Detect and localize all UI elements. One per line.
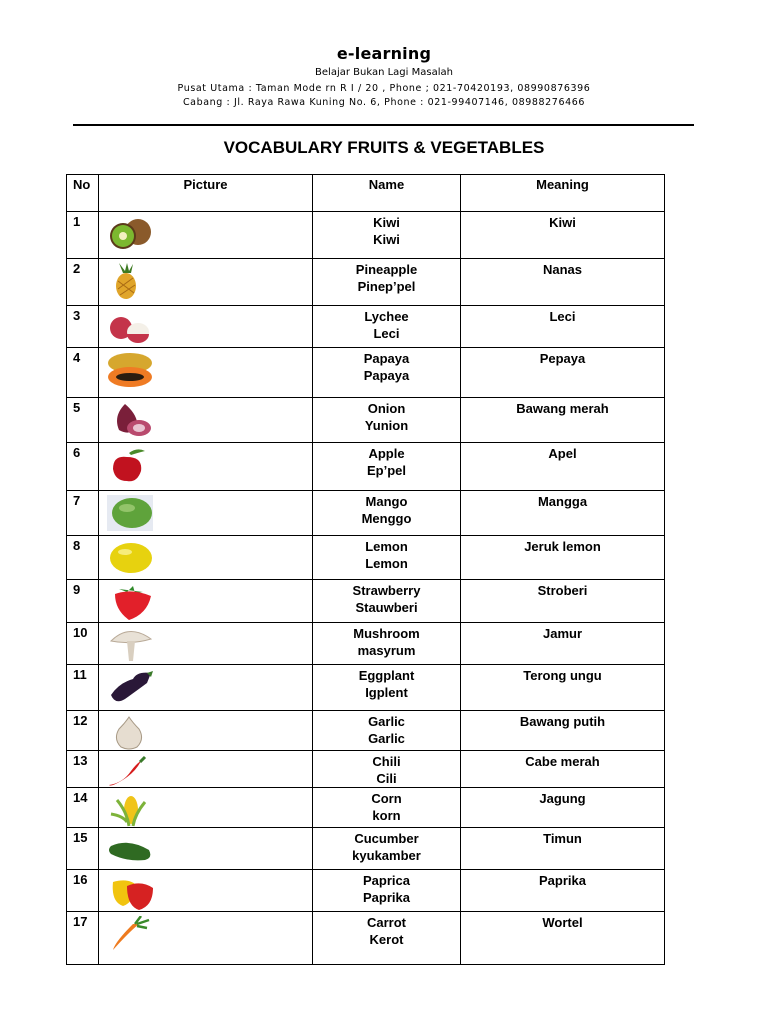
header-picture: Picture — [99, 175, 313, 212]
kiwi-icon — [107, 216, 153, 252]
row-name — [313, 580, 461, 623]
row-number: 14 — [67, 788, 99, 828]
cucumber-icon — [107, 832, 153, 868]
row-number: 15 — [67, 828, 99, 870]
row-name — [313, 751, 461, 788]
row-meaning: Leci — [461, 306, 665, 348]
table-row — [67, 259, 665, 306]
row-picture — [99, 711, 313, 751]
table-row — [67, 751, 665, 788]
row-name — [313, 259, 461, 306]
row-meaning: Jamur — [461, 623, 665, 665]
row-name — [313, 443, 461, 491]
row-meaning: Paprika — [461, 870, 665, 912]
row-name — [313, 711, 461, 751]
row-name — [313, 665, 461, 711]
carrot-icon — [107, 916, 153, 952]
table-row — [67, 443, 665, 491]
row-number: 17 — [67, 912, 99, 965]
table-row — [67, 212, 665, 259]
word-pronunciation: masyrum — [357, 643, 416, 658]
row-picture — [99, 751, 313, 788]
row-number: 16 — [67, 870, 99, 912]
word-pronunciation: kyukamber — [352, 848, 421, 863]
eggplant-icon — [107, 669, 153, 705]
word-english: Apple — [368, 446, 405, 461]
row-name — [313, 912, 461, 965]
row-picture — [99, 348, 313, 398]
corn-icon — [107, 792, 153, 828]
garlic-icon — [107, 715, 153, 751]
row-picture — [99, 828, 313, 870]
row-meaning: Jagung — [461, 788, 665, 828]
onion-icon — [107, 402, 153, 438]
word-english: Kiwi — [373, 215, 400, 230]
word-pronunciation: Leci — [373, 326, 400, 341]
row-picture — [99, 788, 313, 828]
row-picture — [99, 259, 313, 306]
mango-icon — [107, 495, 153, 531]
row-picture — [99, 306, 313, 348]
word-english: Corn — [371, 791, 402, 806]
word-english: Garlic — [368, 714, 405, 729]
lemon-icon — [107, 540, 153, 576]
word-english: Mushroom — [353, 626, 420, 641]
lychee-icon — [107, 310, 153, 346]
word-english: Lemon — [365, 539, 408, 554]
row-number: 6 — [67, 443, 99, 491]
row-number: 11 — [67, 665, 99, 711]
page-title: VOCABULARY FRUITS & VEGETABLES — [223, 138, 545, 157]
table-row — [67, 623, 665, 665]
word-pronunciation: Yunion — [364, 418, 409, 433]
row-meaning: Wortel — [461, 912, 665, 965]
table-row — [67, 491, 665, 536]
row-number: 2 — [67, 259, 99, 306]
papaya-icon — [107, 352, 153, 388]
pineapple-icon — [107, 263, 153, 299]
row-picture — [99, 398, 313, 443]
row-number: 5 — [67, 398, 99, 443]
word-pronunciation: Pinep’pel — [357, 279, 416, 294]
word-pronunciation: Ep’pel — [366, 463, 406, 478]
row-number: 4 — [67, 348, 99, 398]
chili-icon — [107, 755, 153, 791]
row-meaning: Terong ungu — [461, 665, 665, 711]
row-number: 13 — [67, 751, 99, 788]
table-row — [67, 398, 665, 443]
row-name — [313, 212, 461, 259]
word-english: Carrot — [366, 915, 406, 930]
word-english: Lychee — [364, 309, 409, 324]
row-name — [313, 398, 461, 443]
row-number: 12 — [67, 711, 99, 751]
row-meaning: Kiwi — [461, 212, 665, 259]
row-picture — [99, 491, 313, 536]
row-number: 1 — [67, 212, 99, 259]
word-english: Pineapple — [355, 262, 418, 277]
row-name — [313, 491, 461, 536]
word-pronunciation: Kiwi — [373, 232, 400, 247]
strawberry-icon — [107, 584, 153, 620]
row-number: 8 — [67, 536, 99, 580]
word-pronunciation: Papaya — [363, 368, 410, 383]
word-pronunciation: Cili — [376, 771, 397, 786]
row-meaning: Bawang merah — [461, 398, 665, 443]
row-meaning: Apel — [461, 443, 665, 491]
row-meaning: Mangga — [461, 491, 665, 536]
word-english: Strawberry — [352, 583, 421, 598]
tagline: Belajar Bukan Lagi Masalah — [315, 67, 453, 78]
row-number: 10 — [67, 623, 99, 665]
apple-icon — [107, 447, 153, 483]
row-picture — [99, 536, 313, 580]
row-meaning: Jeruk lemon — [461, 536, 665, 580]
word-english: Cucumber — [354, 831, 419, 846]
row-name — [313, 870, 461, 912]
header-name: Name — [313, 175, 461, 212]
table-row — [67, 711, 665, 751]
row-name — [313, 788, 461, 828]
row-meaning: Timun — [461, 828, 665, 870]
word-english: Mango — [365, 494, 408, 509]
row-meaning: Pepaya — [461, 348, 665, 398]
table-row — [67, 870, 665, 912]
paprika-icon — [107, 874, 153, 910]
row-picture — [99, 212, 313, 259]
table-row — [67, 348, 665, 398]
row-picture — [99, 443, 313, 491]
word-english: Chili — [372, 754, 401, 769]
row-number: 9 — [67, 580, 99, 623]
address-main: Pusat Utama : Taman Mode rn R I / 20 , Phone ; 021-70420193, 08990876396 — [177, 83, 591, 94]
row-name — [313, 306, 461, 348]
row-name — [313, 623, 461, 665]
word-pronunciation: Igplent — [365, 685, 408, 700]
header-meaning: Meaning — [461, 175, 665, 212]
word-english: Paprica — [363, 873, 410, 888]
row-meaning: Stroberi — [461, 580, 665, 623]
table-header-row — [67, 175, 665, 212]
header-divider — [73, 124, 694, 126]
row-name — [313, 828, 461, 870]
row-meaning: Bawang putih — [461, 711, 665, 751]
brand-title: e-learning — [336, 44, 432, 63]
row-name — [313, 536, 461, 580]
table-row — [67, 580, 665, 623]
row-meaning: Nanas — [461, 259, 665, 306]
word-pronunciation: Stauwberi — [355, 600, 418, 615]
word-pronunciation: Garlic — [368, 731, 405, 746]
word-pronunciation: korn — [372, 808, 401, 823]
row-picture — [99, 912, 313, 965]
vocabulary-table — [66, 174, 665, 965]
table-row — [67, 828, 665, 870]
word-english: Papaya — [363, 351, 410, 366]
word-pronunciation: Lemon — [365, 556, 408, 571]
word-pronunciation: Kerot — [369, 932, 404, 947]
row-meaning: Cabe merah — [461, 751, 665, 788]
table-row — [67, 536, 665, 580]
table-row — [67, 665, 665, 711]
table-row — [67, 912, 665, 965]
mushroom-icon — [107, 627, 153, 663]
row-name — [313, 348, 461, 398]
header-no: No — [67, 175, 99, 212]
row-picture — [99, 870, 313, 912]
word-pronunciation: Paprika — [363, 890, 410, 905]
row-picture — [99, 665, 313, 711]
row-number: 7 — [67, 491, 99, 536]
word-english: Onion — [367, 401, 406, 416]
word-pronunciation: Menggo — [361, 511, 412, 526]
word-english: Eggplant — [358, 668, 415, 683]
row-number: 3 — [67, 306, 99, 348]
row-picture — [99, 623, 313, 665]
address-branch: Cabang : Jl. Raya Rawa Kuning No. 6, Phone : 021-99407146, 08988276466 — [182, 97, 586, 108]
table-row — [67, 788, 665, 828]
table-row — [67, 306, 665, 348]
row-picture — [99, 580, 313, 623]
